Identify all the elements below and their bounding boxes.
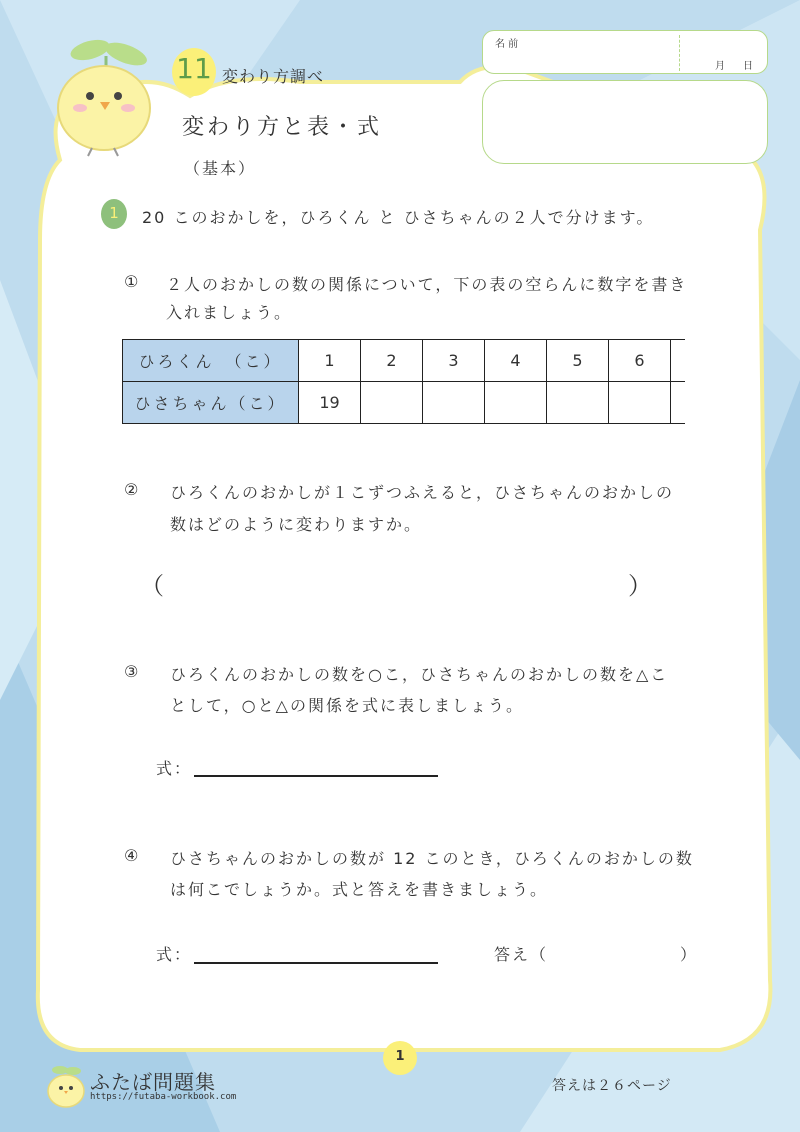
q3-text-line2: として，○と△の関係を式に表しましょう。 [170,696,524,715]
q4-text-line2: は何こでしょうか。式と答えを書きましょう。 [170,880,549,899]
day-label: 日 [743,61,753,72]
q4-marker: ④ [124,846,141,865]
table-cell: 6 [609,340,671,382]
q4-text-line1: ひさちゃんのおかしの数が 12 このとき，ひろくんのおかしの数 [170,849,694,868]
q3-formula-label: 式： [156,759,193,778]
table-cell-continuation [671,382,685,424]
answer-cell[interactable] [547,382,609,424]
q3-formula-line[interactable] [194,775,438,777]
q2-text-line1: ひろくんのおかしが１こずつふえると，ひさちゃんのおかしの [170,483,675,502]
q2-answer-close-paren: ） [628,572,652,600]
q2-text-line2: 数はどのように変わりますか。 [170,515,423,534]
month-label: 月 [715,61,725,72]
table-cell: 1 [299,340,361,382]
relation-table [122,339,685,424]
q4-answer-close: ） [680,945,699,964]
date-divider [679,35,680,71]
answer-cell[interactable] [485,382,547,424]
table-cell: 5 [547,340,609,382]
q4-formula-label: 式： [156,945,193,964]
table-row [123,340,685,382]
q2-answer-open-paren: （ [140,572,164,600]
chick-mascot-icon [44,34,164,158]
level-label: （基本） [184,159,257,178]
name-field[interactable] [482,30,768,74]
row-label-hisa: ひさちゃん（こ） [123,382,299,424]
brand-name: ふたば問題集 [90,1070,216,1094]
unit-title: 変わり方調べ [222,67,325,86]
table-cell-continuation [671,340,685,382]
lesson-title: 変わり方と表・式 [182,115,383,140]
q3-text-line1: ひろくんのおかしの数を○こ，ひさちゃんのおかしの数を△こ [170,665,669,684]
q1-text-line1: ２人のおかしの数の関係について，下の表の空らんに数字を書き [166,275,688,294]
answer-cell[interactable] [609,382,671,424]
q1-marker: ① [124,272,141,291]
unit-number: 11 [176,52,212,85]
answer-cell[interactable] [361,382,423,424]
q2-answer-space[interactable] [170,566,630,598]
problem-statement: 20 このおかしを，ひろくん と ひさちゃんの２人で分けます。 [142,208,655,227]
q1-text-line2: 入れましょう。 [166,303,293,322]
q2-marker: ② [124,480,141,499]
table-cell: 19 [299,382,361,424]
name-label: 名 前 [495,39,519,50]
score-box[interactable] [482,80,768,164]
answer-page-reference: 答えは２６ページ [552,1078,672,1094]
brand-chick-icon [44,1064,88,1108]
q4-answer-label: 答え（ [494,945,549,964]
table-cell: 3 [423,340,485,382]
q4-answer-space[interactable] [552,940,678,964]
page-number: 1 [395,1049,405,1064]
row-label-hiro: ひろくん （こ） [123,340,299,382]
table-cell: 2 [361,340,423,382]
table-row [123,382,685,424]
problem-number: 1 [109,204,119,222]
q3-marker: ③ [124,662,141,681]
brand-url[interactable]: https://futaba-workbook.com [90,1092,237,1102]
table-cell: 4 [485,340,547,382]
answer-cell[interactable] [423,382,485,424]
q4-formula-line[interactable] [194,962,438,964]
